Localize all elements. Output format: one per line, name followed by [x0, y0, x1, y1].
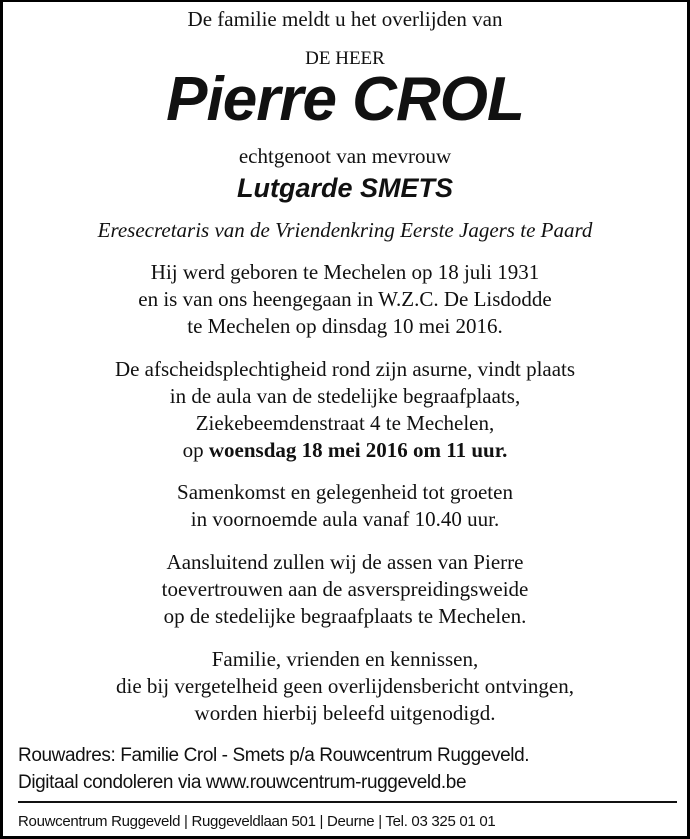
ashes-line: op de stedelijke begraafplaats te Mechelen. [163, 604, 527, 628]
birth-death-line: Hij werd geboren te Mechelen op 18 juli 1931 [150, 260, 540, 284]
gathering-line: Samenkomst en gelegenheid tot groeten [177, 480, 513, 504]
address-text: Rouwadres: Familie Crol - Smets p/a Rouwcentrum Ruggeveld. [18, 745, 530, 766]
ceremony-date: woensdag 18 mei 2016 om 11 uur. [208, 438, 508, 462]
birth-death-line: en is van ons heengegaan in W.Z.C. De Lisdodde [138, 287, 552, 311]
spouse-name: Lutgarde SMETS [236, 173, 453, 203]
ceremony-line: in de aula van de stedelijke begraafplaats, [169, 384, 521, 408]
invitation-line: worden hierbij beleefd uitgenodigd. [194, 701, 496, 725]
ashes-line: toevertrouwen aan de asverspreidingsweide [161, 577, 529, 601]
ceremony-line: Ziekebeemdenstraat 4 te Mechelen, [195, 411, 495, 435]
condolence-text: Digitaal condoleren via www.rouwcentrum-ruggeveld.be [18, 772, 467, 793]
divider [18, 801, 677, 803]
ceremony-date-line [3, 437, 687, 464]
birth-death-line: te Mechelen op dinsdag 10 mei 2016. [187, 314, 503, 338]
ashes-line: Aansluitend zullen wij de assen van Pierre [166, 550, 524, 574]
title-text: DE HEER [305, 48, 385, 69]
invitation-line: die bij vergetelheid geen overlijdensbericht ontvingen, [116, 674, 574, 698]
ceremony-date-prefix: op [182, 438, 209, 462]
gathering-line: in voornoemde aula vanaf 10.40 uur. [190, 507, 500, 531]
honorary-title: Eresecretaris van de Vriendenkring Eerste Jagers te Paard [97, 218, 593, 242]
ceremony-line: De afscheidsplechtigheid rond zijn asurne, vindt plaats [114, 357, 576, 381]
footer-text: Rouwcentrum Ruggeveld | Ruggeveldlaan 501 | Deurne | Tel. 03 325 01 01 [18, 813, 496, 830]
invitation-line: Familie, vrienden en kennissen, [211, 647, 479, 671]
intro-text: De familie meldt u het overlijden van [187, 7, 503, 31]
deceased-name: Pierre CROL [166, 65, 524, 134]
spouse-intro: echtgenoot van mevrouw [238, 144, 452, 168]
